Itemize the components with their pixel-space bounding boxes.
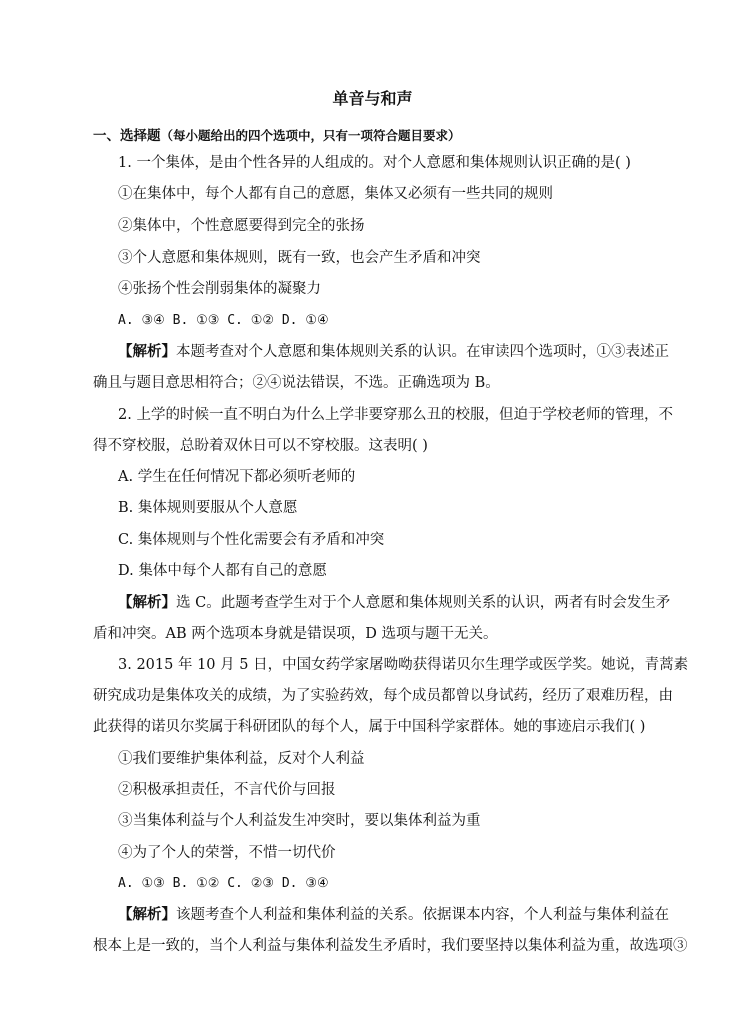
q2-stem-line-2: 得不穿校服，总盼着双休日可以不穿校服。这表明( ) bbox=[93, 438, 428, 454]
q3-option-1: ①我们要维护集体利益，反对个人利益 bbox=[118, 751, 365, 767]
q1-stem: 1. 一个集体，是由个性各异的人组成的。对个人意愿和集体规则认识正确的是( ) bbox=[118, 155, 631, 171]
q3-solution-line-1 bbox=[118, 905, 669, 925]
q3-stem-line-1: 3. 2015 年 10 月 5 日，中国女药学家屠呦呦获得诺贝尔生理学或医学奖。她说，青蒿素 bbox=[118, 657, 689, 673]
q1-option-1: ①在集体中，每个人都有自己的意愿，集体又必须有一些共同的规则 bbox=[118, 186, 553, 202]
q3-option-3: ③当集体利益与个人利益发生冲突时，要以集体利益为重 bbox=[118, 813, 481, 829]
section-hint: （每小题给出的四个选项中，只有一项符合题目要求） bbox=[160, 128, 461, 143]
q2-option-b: B. 集体规则要服从个人意愿 bbox=[118, 500, 298, 516]
section-title: 一、选择题 bbox=[93, 128, 161, 144]
q2-stem-line-1: 2. 上学的时候一直不明白为什么上学非要穿那么丑的校服，但迫于学校老师的管理，不 bbox=[118, 407, 673, 423]
q2-option-d: D. 集体中每个人都有自己的意愿 bbox=[118, 563, 327, 579]
q1-solution-line-1 bbox=[118, 342, 669, 362]
q3-stem-line-2: 研究成功是集体攻关的成绩，为了实验药效，每个成员都曾以身试药，经历了艰难历程，由 bbox=[93, 688, 673, 704]
q3-solution-line-2: 根本上是一致的，当个人利益与集体利益发生矛盾时，我们要坚持以集体利益为重，故选项③ bbox=[93, 938, 688, 954]
q1-solution-tag: 【解析】 bbox=[118, 343, 176, 360]
q2-option-a: A. 学生在任何情况下都必须听老师的 bbox=[118, 469, 356, 485]
q2-solution-line-2: 盾和冲突。AB 两个选项本身就是错误项，D 选项与题干无关。 bbox=[93, 626, 498, 642]
q2-solution-text: 选 C。此题考查学生对于个人意愿和集体规则关系的认识，两者有时会发生矛 bbox=[176, 595, 671, 611]
q1-option-3: ③个人意愿和集体规则，既有一致，也会产生矛盾和冲突 bbox=[118, 250, 481, 266]
q3-option-4: ④为了个人的荣誉，不惜一切代价 bbox=[118, 845, 336, 861]
q3-stem-line-3: 此获得的诺贝尔奖属于科研团队的每个人，属于中国科学家群体。她的事迹启示我们( ) bbox=[93, 719, 646, 735]
q3-solution-text: 该题考查个人利益和集体利益的关系。依据课本内容，个人利益与集体利益在 bbox=[176, 907, 669, 923]
document-title: 单音与和声 bbox=[332, 89, 413, 108]
q3-solution-tag: 【解析】 bbox=[118, 906, 176, 923]
q1-option-2: ②集体中，个性意愿要得到完全的张扬 bbox=[118, 218, 365, 234]
q1-solution-line-2: 确且与题目意思相符合；②④说法错误，不选。正确选项为 B。 bbox=[93, 375, 500, 391]
q1-solution-text: 本题考查对个人意愿和集体规则关系的认识。在审读四个选项时，①③表述正 bbox=[176, 344, 669, 360]
q2-solution-tag: 【解析】 bbox=[118, 594, 176, 611]
q2-option-c: C. 集体规则与个性化需要会有矛盾和冲突 bbox=[118, 532, 385, 548]
q3-option-2: ②积极承担责任，不言代价与回报 bbox=[118, 782, 336, 798]
q1-choices: A. ③④ B. ①③ C. ①② D. ①④ bbox=[118, 313, 329, 328]
q3-choices: A. ①③ B. ①② C. ②③ D. ③④ bbox=[118, 876, 329, 891]
q2-solution-line-1 bbox=[118, 593, 670, 613]
q1-option-4: ④张扬个性会削弱集体的凝聚力 bbox=[118, 281, 321, 297]
section-heading bbox=[93, 124, 461, 144]
